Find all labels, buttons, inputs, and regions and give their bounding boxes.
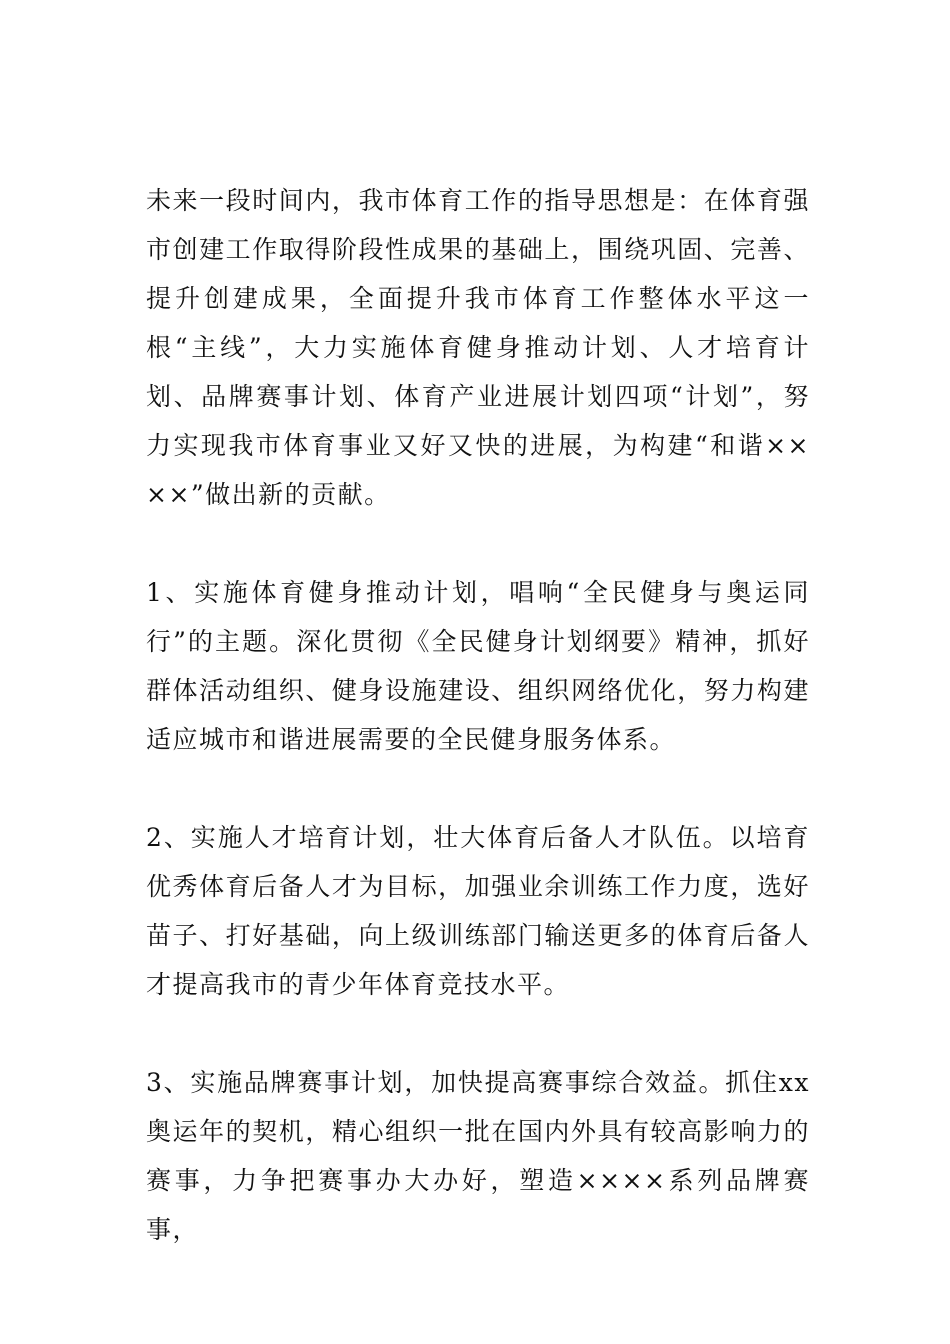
paragraph-talent-plan: 2、实施人才培育计划，壮大体育后备人才队伍。以培育优秀体育后备人才为目标，加强业余训练工作力度，选好苗子、打好基础，向上级训练部门输送更多的体育后备人才提高我市的青少年体育竞技水平。	[146, 823, 810, 999]
paragraph-guiding-ideology: 未来一段时间内，我市体育工作的指导思想是：在体育强市创建工作取得阶段性成果的基础上，围绕巩固、完善、提升创建成果，全面提升我市体育工作整体水平这一根“主线”，大力实施体育健身推动计划、人才培育计划、品牌赛事计划、体育产业进展计划四项“计划”，努力实现我市体育事业又好又快的进展，为构建“和谐××××”做出新的贡献。	[146, 186, 810, 509]
document-body	[146, 176, 810, 1254]
paragraph-brand-events-plan: 3、实施品牌赛事计划，加快提高赛事综合效益。抓住xx奥运年的契机，精心组织一批在国内外具有较高影响力的赛事，力争把赛事办大办好，塑造××××系列品牌赛事，	[146, 1068, 810, 1244]
paragraph-fitness-plan: 1、实施体育健身推动计划，唱响“全民健身与奥运同行”的主题。深化贯彻《全民健身计划纲要》精神，抓好群体活动组织、健身设施建设、组织网络优化，努力构建适应城市和谐进展需要的全民健身服务体系。	[146, 578, 810, 754]
